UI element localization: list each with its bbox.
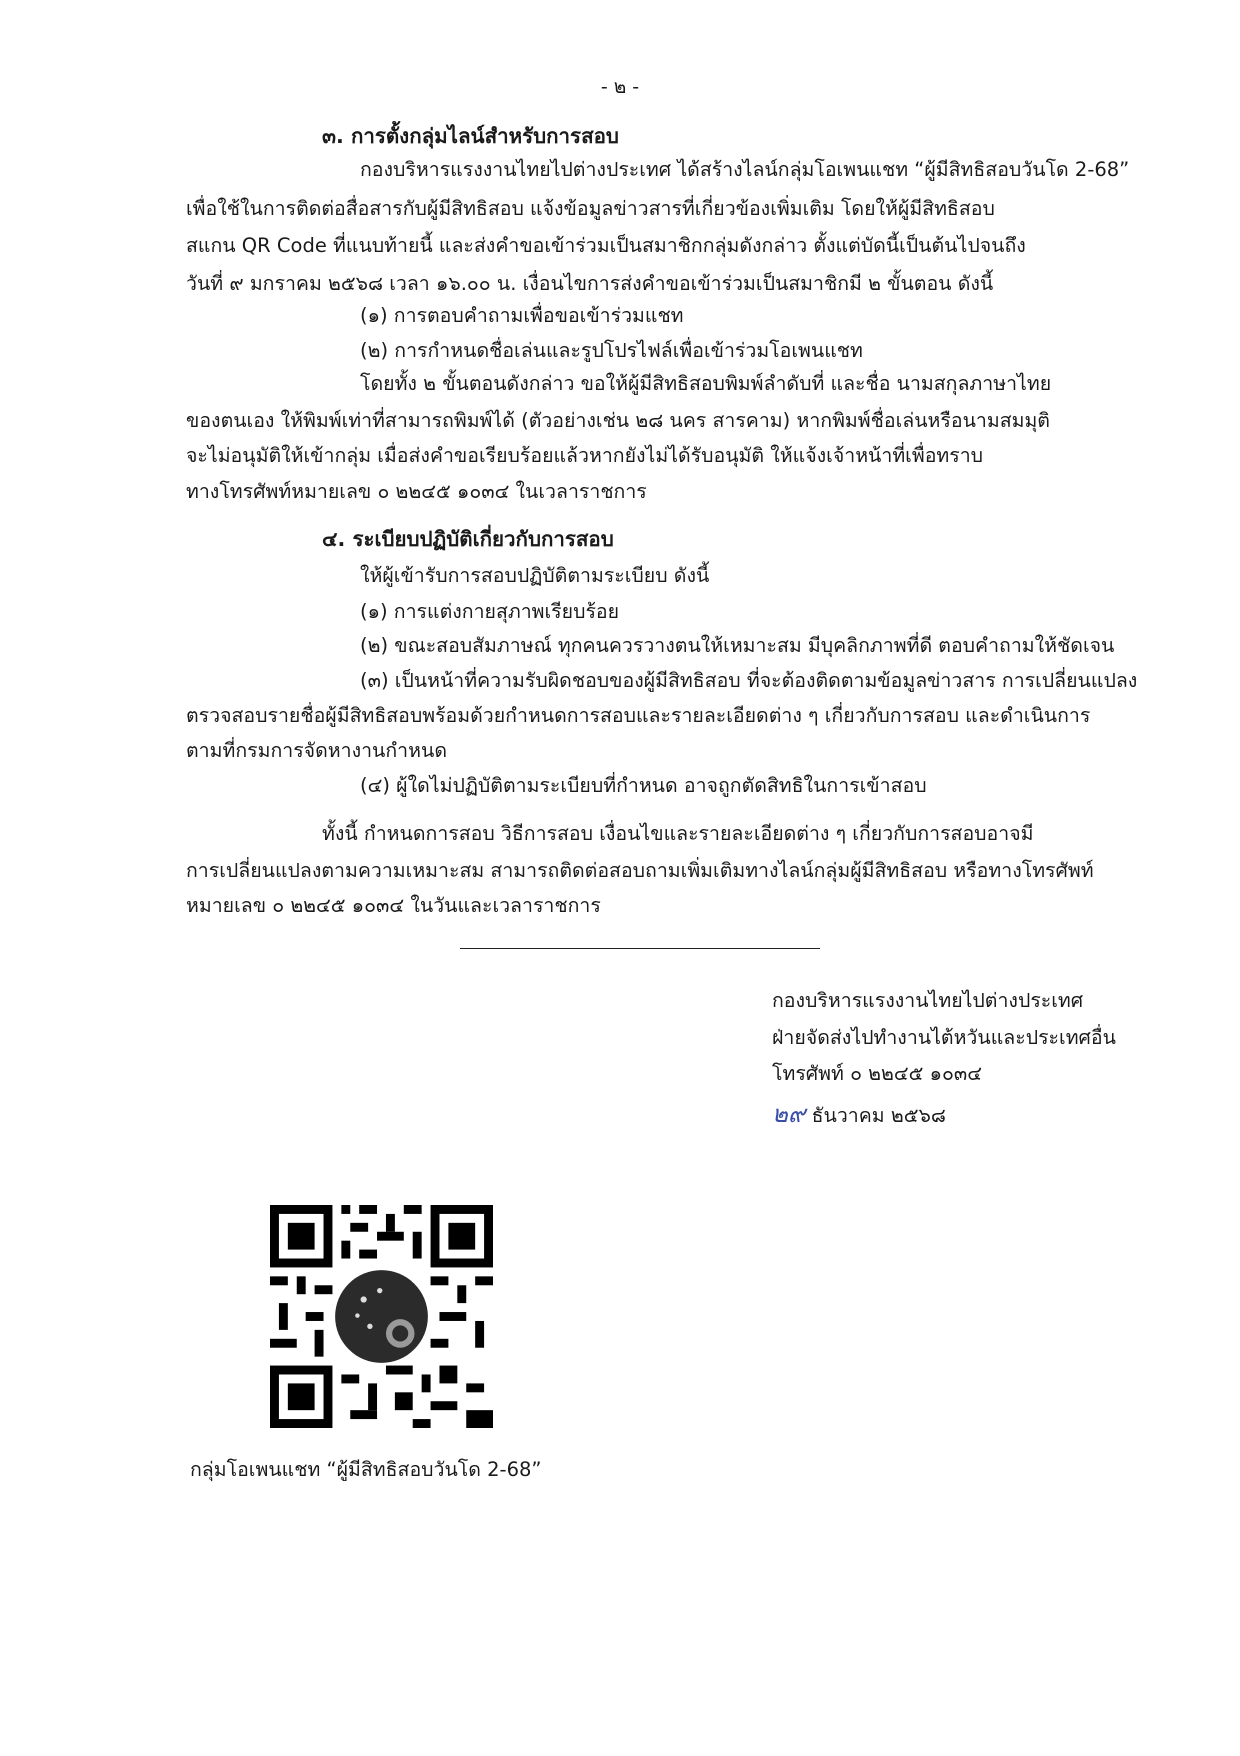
section3-para2-line: ทางโทรศัพท์หมายเลข ๐ ๒๒๔๕ ๑๐๓๔ ในเวลาราชการ — [186, 480, 647, 503]
handwritten-day: ๒๙ — [772, 1100, 806, 1128]
section3-step: (๑) การตอบคำถามเพื่อขอเข้าร่วมแชท — [360, 304, 684, 327]
qr-caption: กลุ่มโอเพนแชท “ผู้มีสิทธิสอบวันโด 2-68” — [190, 1458, 542, 1481]
date-rest: ธันวาคม ๒๕๖๘ — [811, 1104, 946, 1127]
section3-para2-line: จะไม่อนุมัติให้เข้ากลุ่ม เมื่อส่งคำขอเรียบร้อยแล้วหากยังไม่ได้รับอนุมัติ ให้แจ้งเจ้าหน้าที่เพื่อทราบ — [186, 444, 984, 467]
section3-heading: ๓. การตั้งกลุ่มไลน์สำหรับการสอบ — [322, 124, 619, 148]
section4-rule-4: (๔) ผู้ใดไม่ปฏิบัติตามระเบียบที่กำหนด อาจถูกตัดสิทธิในการเข้าสอบ — [360, 774, 927, 797]
closing-line: ทั้งนี้ กำหนดการสอบ วิธีการสอบ เงื่อนไขและรายละเอียดต่าง ๆ เกี่ยวกับการสอบอาจมี — [322, 822, 1034, 845]
section4-rule-3: (๓) เป็นหน้าที่ความรับผิดชอบของผู้มีสิทธิสอบ ที่จะต้องติดตามข้อมูลข่าวสาร การเปลี่ยนแปลง — [360, 669, 1138, 692]
footer-division: ฝ่ายจัดส่งไปทำงานไต้หวันและประเทศอื่น — [772, 1026, 1116, 1049]
page-number: - ๒ - — [600, 76, 640, 98]
section4-intro: ให้ผู้เข้ารับการสอบปฏิบัติตามระเบียบ ดังนี้ — [360, 564, 710, 587]
footer-phone: โทรศัพท์ ๐ ๒๒๔๕ ๑๐๓๔ — [772, 1062, 982, 1085]
section3-line: วันที่ ๙ มกราคม ๒๕๖๘ เวลา ๑๖.๐๐ น. เงื่อนไขการส่งคำขอเข้าร่วมเป็นสมาชิกมี ๒ ขั้นตอน ดังนี้ — [186, 272, 994, 295]
qr-code-image — [270, 1205, 493, 1428]
footer-date — [772, 1094, 946, 1133]
separator-line — [460, 948, 820, 949]
section3-step: (๒) การกำหนดชื่อเล่นและรูปโปรไฟล์เพื่อเข้าร่วมโอเพนแชท — [360, 339, 863, 362]
closing-line: การเปลี่ยนแปลงตามความเหมาะสม สามารถติดต่อสอบถามเพิ่มเติมทางไลน์กลุ่มผู้มีสิทธิสอบ หรือทางโทรศัพท์ — [186, 859, 1094, 882]
section3-para2-line: โดยทั้ง ๒ ขั้นตอนดังกล่าว ขอให้ผู้มีสิทธิสอบพิมพ์ลำดับที่ และชื่อ นามสกุลภาษาไทย — [360, 372, 1052, 395]
section4-heading: ๔. ระเบียบปฏิบัติเกี่ยวกับการสอบ — [322, 527, 614, 551]
section4-rule-1: (๑) การแต่งกายสุภาพเรียบร้อย — [360, 600, 620, 623]
section4-rule-2: (๒) ขณะสอบสัมภาษณ์ ทุกคนควรวางตนให้เหมาะสม มีบุคลิกภาพที่ดี ตอบคำถามให้ชัดเจน — [360, 634, 1115, 657]
section3-line: เพื่อใช้ในการติดต่อสื่อสารกับผู้มีสิทธิสอบ แจ้งข้อมูลข่าวสารที่เกี่ยวข้องเพิ่มเติม โดยให้ผู้มีสิทธิสอบ — [186, 197, 995, 220]
section4-rule-3-cont: ตามที่กรมการจัดหางานกำหนด — [186, 739, 447, 762]
section3-line: สแกน QR Code ที่แนบท้ายนี้ และส่งคำขอเข้าร่วมเป็นสมาชิกกลุ่มดังกล่าว ตั้งแต่บัดนี้เป็นต้นไปจนถึง — [186, 234, 1026, 257]
section4-rule-3-cont: ตรวจสอบรายชื่อผู้มีสิทธิสอบพร้อมด้วยกำหนดการสอบและรายละเอียดต่าง ๆ เกี่ยวกับการสอบ และดำเนินการ — [186, 704, 1091, 727]
section3-line: กองบริหารแรงงานไทยไปต่างประเทศ ได้สร้างไลน์กลุ่มโอเพนแชท “ผู้มีสิทธิสอบวันโด 2-68” — [360, 158, 1130, 181]
footer-org: กองบริหารแรงงานไทยไปต่างประเทศ — [772, 989, 1084, 1012]
section3-para2-line: ของตนเอง ให้พิมพ์เท่าที่สามารถพิมพ์ได้ (ตัวอย่างเช่น ๒๘ นคร สารคาม) หากพิมพ์ชื่อเล่นหรือนามสมมุติ — [186, 409, 1050, 432]
closing-line: หมายเลข ๐ ๒๒๔๕ ๑๐๓๔ ในวันและเวลาราชการ — [186, 894, 601, 917]
